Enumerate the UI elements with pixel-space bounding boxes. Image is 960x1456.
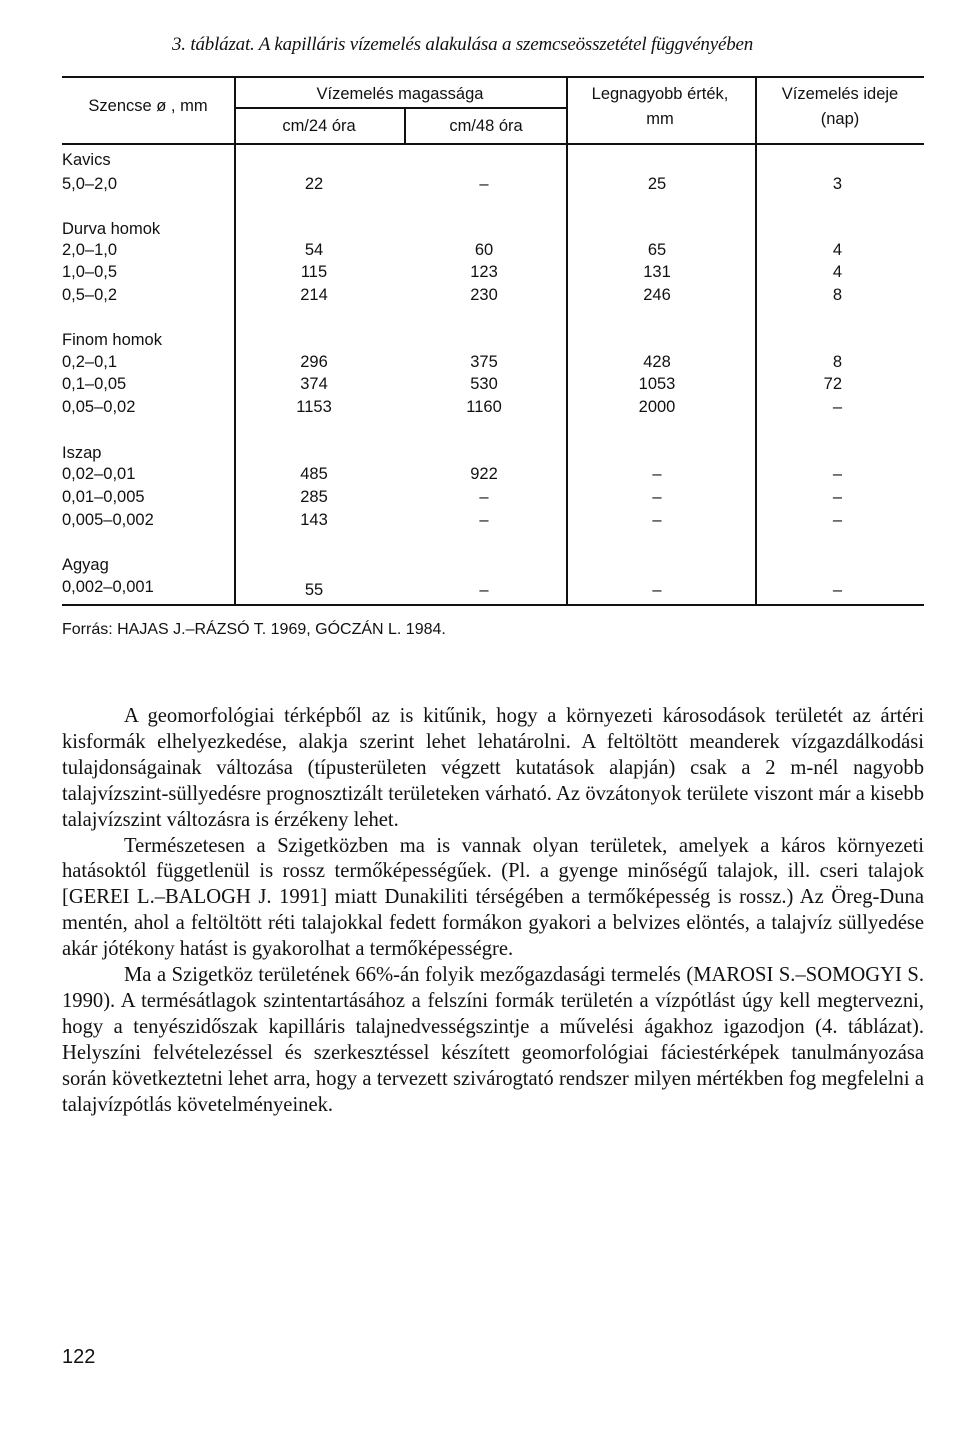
row-max-value: – (652, 511, 662, 529)
header-max-value: Legnagyobb érték, (591, 85, 729, 103)
row-cm-48h: 375 (470, 353, 498, 371)
group-label: Agyag (62, 556, 109, 574)
paragraph: A geomorfológiai térképből az is kitűnik, hogy a környezeti károsodások területét az ártéri kisformák elhelyezkedése, alakja szerint lehet lehatárolni. A feltöltött meanderek vízgazdálkodási tulajdonságainak változása (típusterületen végzett kutatások alapján) csak a 2 m-nél nagyobb talajvízszint-süllyedésre prognosztizált területeken várható. Az övzátonyok területe viszont már a kisebb talajvízszint változásra is érzékeny lehet. (62, 705, 924, 831)
row-cm-48h: 530 (470, 375, 498, 393)
row-duration: 72 (823, 375, 842, 393)
row-cm-24h: 485 (300, 465, 328, 483)
header-duration: Vízemelés ideje (781, 85, 899, 103)
row-max-value: 2000 (638, 398, 676, 416)
row-max-value: – (652, 488, 662, 506)
row-duration: 8 (832, 353, 842, 371)
row-max-value: 131 (643, 263, 671, 281)
page-number: 122 (62, 1346, 96, 1368)
row-cm-24h: 214 (300, 286, 328, 304)
row-grain-size: 0,02–0,01 (62, 465, 136, 483)
row-duration: 3 (832, 175, 842, 193)
paragraph: Természetesen a Szigetközben ma is vannak olyan területek, amelyek a káros környezeti hatásoktól függetlenül is rossz termőképességűek. (Pl. a gyenge minőségű talajok, ill. cseri talajok [GEREI L.–BALOGH J. 1991] miatt Dunakiliti térségében a termőképesség is rossz.) Az Öreg-Duna mentén, ahol a feltöltött réti talajokkal fedett formákon gyakori a belvizes elöntés, a talajvíz süllyedése akár jótékony hatást is gyakorolhat a termőképességre. (62, 834, 924, 961)
row-max-value: 428 (643, 353, 671, 371)
column-divider (404, 107, 406, 143)
row-max-value: 65 (647, 241, 667, 259)
header-duration-unit: (nap) (820, 110, 860, 128)
row-cm-24h: 1153 (296, 398, 332, 416)
row-cm-24h: 54 (304, 241, 324, 259)
row-cm-24h: 374 (300, 375, 328, 393)
paragraph: Ma a Szigetköz területének 66%-án folyik mezőgazdasági termelés (MAROSI S.–SOMOGYI S. 1990). A termésátlagok szintentartásához a felszíni formák területén a vízpótlást úgy kell megtervezni, hogy a tenyészidőszak kapilláris talajnedvességszintje a művelési ágakhoz igazodjon (4. táblázat). Helyszíni felvételezéssel és szerkesztéssel készített geomorfológiai fáciestérképek tanulmányozása során következtetni lehet arra, hogy a tervezett szivárogtató rendszer milyen mértékben fog megfelelni a talajvízpótlás követelményeinek. (62, 964, 924, 1116)
header-grain-size: Szencse ø , mm (88, 97, 208, 115)
row-duration: – (832, 465, 842, 483)
row-grain-size: 0,1–0,05 (62, 375, 127, 393)
table-caption: 3. táblázat. A kapilláris vízemelés alakulása a szemcseösszetétel függvényében (172, 34, 754, 55)
row-cm-48h: – (479, 175, 489, 193)
header-cm-48h: cm/48 óra (449, 117, 523, 135)
row-grain-size: 0,5–0,2 (62, 286, 118, 304)
group-label: Finom homok (62, 331, 162, 349)
row-grain-size: 0,05–0,02 (62, 398, 136, 416)
row-grain-size: 5,0–2,0 (62, 175, 118, 193)
row-grain-size: 0,002–0,001 (62, 578, 154, 596)
row-duration: 4 (832, 241, 842, 259)
row-grain-size: 2,0–1,0 (62, 241, 118, 259)
table-source-note: Forrás: HAJAS J.–RÁZSÓ T. 1969, GÓCZÁN L. 1984. (62, 621, 446, 638)
row-max-value: – (652, 581, 662, 599)
row-max-value: 1053 (638, 375, 676, 393)
header-cm-24h: cm/24 óra (282, 117, 356, 135)
header-max-value-unit: mm (646, 110, 674, 128)
row-duration: – (832, 511, 842, 529)
row-duration: 4 (832, 263, 842, 281)
header-bottom-rule (62, 143, 924, 145)
group-label: Durva homok (62, 220, 161, 238)
row-cm-48h: 123 (470, 263, 498, 281)
row-cm-48h: – (479, 488, 489, 506)
column-divider (234, 76, 236, 606)
row-cm-48h: 1160 (466, 398, 502, 416)
row-cm-24h: 22 (304, 175, 324, 193)
group-label: Iszap (62, 444, 102, 462)
row-grain-size: 0,01–0,005 (62, 488, 145, 506)
row-cm-48h: 60 (474, 241, 494, 259)
row-grain-size: 0,2–0,1 (62, 353, 118, 371)
row-duration: – (832, 398, 842, 416)
row-max-value: 246 (643, 286, 671, 304)
table-bottom-rule (62, 604, 924, 606)
row-cm-48h: – (479, 511, 489, 529)
header-group-rule (234, 107, 566, 109)
row-grain-size: 1,0–0,5 (62, 263, 118, 281)
row-cm-24h: 115 (300, 263, 328, 281)
group-label: Kavics (62, 151, 111, 169)
column-divider (566, 76, 568, 606)
row-cm-24h: 55 (304, 581, 324, 599)
body-text (62, 704, 924, 1119)
table-top-rule (62, 76, 924, 78)
row-cm-24h: 296 (300, 353, 328, 371)
row-duration: – (832, 488, 842, 506)
row-duration: 8 (832, 286, 842, 304)
capillary-rise-table (62, 76, 924, 606)
row-cm-24h: 285 (300, 488, 328, 506)
row-max-value: 25 (647, 175, 667, 193)
row-duration: – (832, 581, 842, 599)
row-cm-48h: 922 (470, 465, 498, 483)
row-cm-24h: 143 (300, 511, 328, 529)
row-max-value: – (652, 465, 662, 483)
row-cm-48h: 230 (470, 286, 498, 304)
row-cm-48h: – (479, 581, 489, 599)
header-rise-height: Vízemelés magassága (316, 85, 484, 103)
column-divider (755, 76, 757, 606)
row-grain-size: 0,005–0,002 (62, 511, 154, 529)
